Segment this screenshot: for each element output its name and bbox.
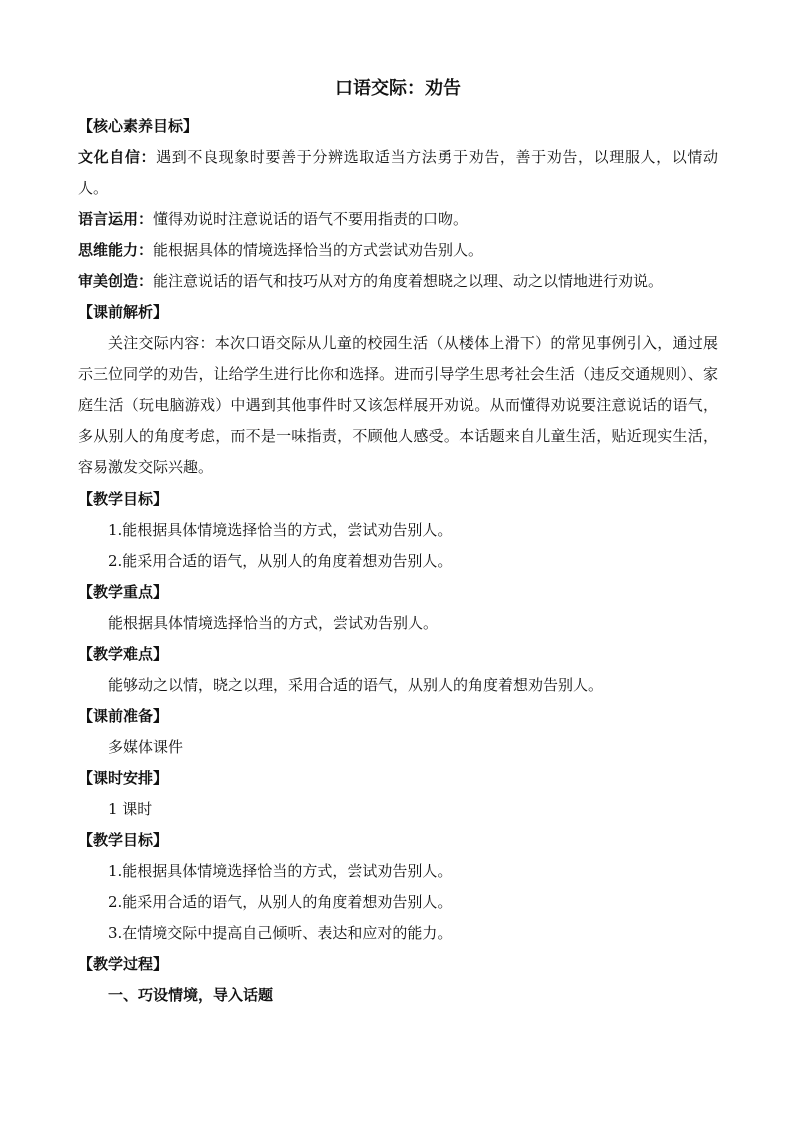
difficulty-text: 能够动之以情，晓之以理，采用合适的语气，从别人的角度着想劝告别人。 [108,676,604,694]
core-item-culture [78,142,718,204]
core-item-label: 文化自信： [78,148,157,166]
schedule-text: 1 课时 [108,800,153,818]
heading-teaching-goals-2: 【教学目标】 [78,831,169,849]
heading-preparation: 【课前准备】 [78,707,169,725]
process-step-1: 一、巧设情境，导入话题 [108,986,274,1004]
goal-item: 2.能采用合适的语气，从别人的角度着想劝告别人。 [108,893,453,911]
core-item-text: 能注意说话的语气和技巧从对方的角度着想晓之以理、动之以情地进行劝说。 [153,272,664,290]
core-item-label: 思维能力： [78,241,154,259]
core-item-label: 审美创造： [78,272,154,290]
goal-item: 1.能根据具体情境选择恰当的方式，尝试劝告别人。 [108,521,453,539]
core-item-thinking [78,235,718,266]
goal-item: 3.在情境交际中提高自己倾听、表达和应对的能力。 [108,924,453,942]
core-item-text: 遇到不良现象时要善于分辨选取适当方法勇于劝告，善于劝告，以理服人，以情动人。 [78,148,718,197]
core-item-label: 语言运用： [78,210,154,228]
analysis-paragraph: 关注交际内容：本次口语交际从儿童的校园生活（从楼体上滑下）的常见事例引入，通过展示三位同学的劝告，让给学生进行比你和选择。进而引导学生思考社会生活（违反交通规则）、家庭生活（玩电脑游戏）中遇到其他事件时又该怎样展开劝说。从而懂得劝说要注意说话的语气，多从别人的角度考虑，而不是一味指责，不顾他人感受。本话题来自儿童生活，贴近现实生活，容易激发交际兴趣。 [78,334,718,476]
heading-pre-analysis: 【课前解析】 [78,303,169,321]
goal-item: 1.能根据具体情境选择恰当的方式，尝试劝告别人。 [108,862,453,880]
core-item-text: 能根据具体的情境选择恰当的方式尝试劝告别人。 [153,241,484,259]
heading-teaching-goals: 【教学目标】 [78,490,169,508]
heading-core-goals: 【核心素养目标】 [78,117,199,135]
core-item-language [78,204,718,235]
document-title: 口语交际：劝告 [335,78,461,99]
focus-text: 能根据具体情境选择恰当的方式，尝试劝告别人。 [108,614,439,632]
core-item-text: 懂得劝说时注意说话的语气不要用指责的口吻。 [153,210,469,228]
heading-teaching-difficulty: 【教学难点】 [78,645,169,663]
preparation-text: 多媒体课件 [108,738,184,756]
heading-teaching-process: 【教学过程】 [78,955,169,973]
core-item-aesthetic [78,266,718,297]
heading-schedule: 【课时安排】 [78,769,169,787]
goal-item: 2.能采用合适的语气，从别人的角度着想劝告别人。 [108,552,453,570]
heading-teaching-focus: 【教学重点】 [78,583,169,601]
